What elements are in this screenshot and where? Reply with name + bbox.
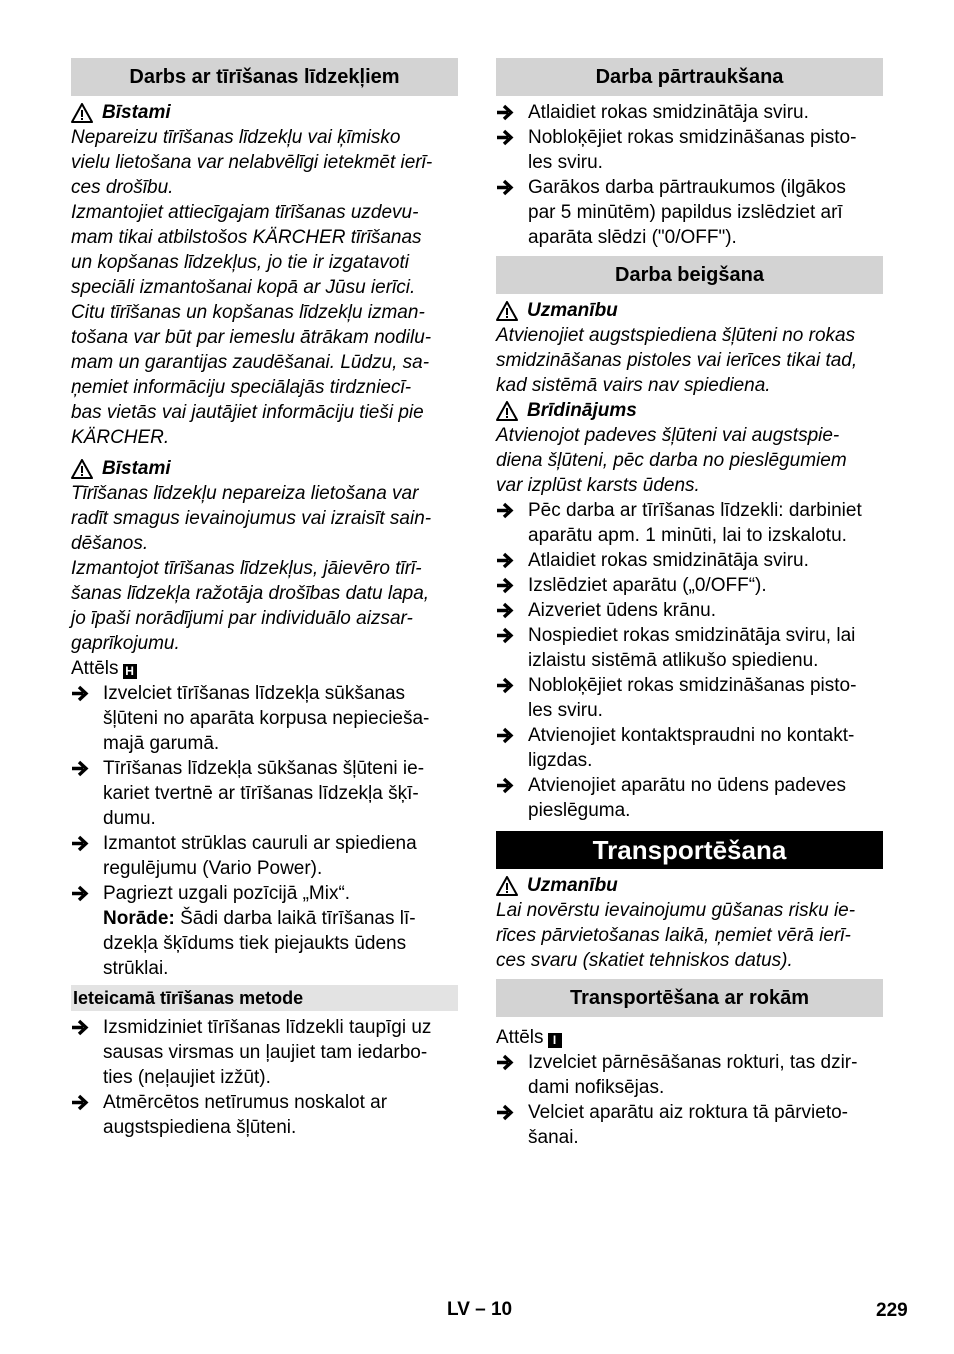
text-line: Izmantojiet attiecīgajam tīrīšanas uzdevu- [71,202,419,223]
section-heading-cleaning-agents: Darbs ar tīrīšanas līdzekļiem [71,58,458,96]
arrow-right-icon [496,602,516,619]
list-item [496,623,883,673]
warning-triangle-icon [496,301,518,321]
caution-note-2 [496,873,883,898]
text-line: Atlaidiet rokas smidzinātāja sviru. [528,102,809,123]
text-line: Pagriezt uzgali pozīcijā „Mix“. [103,883,351,904]
text-line: Izmantot strūklas cauruli ar spiediena [103,833,417,854]
text-line: Lai novērstu ievainojumu gūšanas risku ie- [496,900,856,921]
text-line: Tīrīšanas līdzekļa sūkšanas šļūteni ie- [103,758,425,779]
arrow-right-icon [71,1019,91,1036]
text-line: ces svaru (skatiet tehniskos datus). [496,950,793,971]
warning-triangle-icon [71,103,93,123]
arrow-right-icon [496,129,516,146]
text-line: rīces pārvietošanas laikā, ņemiet vērā ierī- [496,925,851,946]
text-line: diena šļūteni, pēc darba no pieslēgumiem [496,450,847,471]
text-line: kad sistēmā vairs nav spiediena. [496,375,771,396]
list-item [496,175,883,250]
figure-reference [496,1025,883,1050]
text-line: sausas virsmas un ļaujiet tam iedarbo- [103,1042,428,1063]
danger-note-2 [71,456,458,481]
text-line: Izsmidziniet tīrīšanas līdzekli taupīgi uz [103,1017,432,1038]
text-line: Izvelciet pārnēsāšanas rokturi, tas dzir- [528,1052,858,1073]
list-item [496,1100,883,1150]
text-line: Izmantojot tīrīšanas līdzekļus, jāievēro tīrī- [71,558,422,579]
section-heading-manual-transport: Transportēšana ar rokām [496,979,883,1017]
text-line: dami nofiksējas. [528,1077,665,1098]
figure-label: Attēls [496,1027,544,1048]
text-line: Atvienojiet aparātu no ūdens padeves [528,775,846,796]
text-line: par 5 minūtēm) papildus izslēdziet arī [528,202,843,223]
text-line: radīt smagus ievainojumus vai izraisīt sain- [71,508,432,529]
text-line: ties (neļaujiet izžūt). [103,1067,271,1088]
arrow-right-icon [71,835,91,852]
arrow-right-icon [496,577,516,594]
arrow-right-icon [71,685,91,702]
text-line: dzekļa šķīdums tiek piejaukts ūdens [103,933,407,954]
text-line: strūklai. [103,958,169,979]
list-item [496,125,883,175]
text-line: šanas līdzekļa ražotāja drošības datu lapa, [71,583,430,604]
text-line: augstspiediena šļūteni. [103,1117,297,1138]
arrow-right-icon [496,1104,516,1121]
text-line: mam un garantijas zaudēšanai. Lūdzu, sa- [71,352,430,373]
arrow-right-icon [496,677,516,694]
text-line: Izvelciet tīrīšanas līdzekļa sūkšanas [103,683,406,704]
text-line: Atvienojiet kontaktspraudni no kontakt- [528,725,855,746]
arrow-right-icon [496,179,516,196]
danger-label: Bīstami [102,102,171,123]
text-line: majā garumā. [103,733,220,754]
danger-note-1 [71,100,458,125]
arrow-right-icon [496,727,516,744]
section-heading-finishing: Darba beigšana [496,256,883,294]
list-item [71,756,458,831]
list-item [496,100,883,125]
text-line: ligzdas. [528,750,593,771]
caution-text-1 [496,323,883,398]
list-item [71,681,458,756]
warning-label: Brīdinājums [527,400,637,421]
text-line: šļūteni no aparāta korpusa nepieciešа- [103,708,430,729]
danger-text-1 [71,125,458,450]
text-line: Atvienojiet augstspiediena šļūteni no rokas [496,325,856,346]
left-column [71,58,458,1140]
text-line: var izplūst karsts ūdens. [496,475,700,496]
list-item [71,831,458,881]
arrow-right-icon [496,777,516,794]
text-line: Velciet aparātu aiz roktura tā pārvieto- [528,1102,849,1123]
section-heading-interruption: Darba pārtraukšana [496,58,883,96]
text-line: dumu. [103,808,156,829]
text-line: gaprīkojumu. [71,633,180,654]
note-label: Norāde: [103,908,175,929]
caution-text-2 [496,898,883,973]
figure-reference [71,656,458,681]
text-line: Nospiediet rokas smidzinātāja sviru, lai [528,625,856,646]
text-line: Atlaidiet rokas smidzinātāja sviru. [528,550,809,571]
caution-note-1 [496,298,883,323]
text-line: Aizveriet ūdens krānu. [528,600,716,621]
text-line: aparāta slēdzi ("0/OFF"). [528,227,737,248]
caution-label: Uzmanību [527,300,618,321]
text-line: mam tikai atbilstošos KÄRCHER tīrīšanas [71,227,422,248]
chapter-heading-transport: Transportēšana [496,831,883,869]
text-line: Atvienojot padeves šļūteni vai augstspie- [496,425,840,446]
caution-label: Uzmanību [527,875,618,896]
right-column [496,58,883,1150]
danger-label: Bīstami [102,458,171,479]
arrow-right-icon [496,552,516,569]
arrow-right-icon [496,1054,516,1071]
text-line: smidzināšanas pistoles vai ierīces tikai tad, [496,350,858,371]
arrow-right-icon [71,760,91,777]
text-line: kariet tvertnē ar tīrīšanas līdzekļa šķī- [103,783,419,804]
text-line: Pēc darba ar tīrīšanas līdzekli: darbiniet [528,500,862,521]
text-line: Nepareizu tīrīšanas līdzekļu vai ķīmisko [71,127,401,148]
list-item [496,498,883,548]
warning-triangle-icon [496,876,518,896]
text-line: aparātu apm. 1 minūti, lai to izskalotu. [528,525,847,546]
list-item [496,773,883,823]
text-line: šanai. [528,1127,579,1148]
list-item [496,573,883,598]
text-line: Izslēdziet aparātu („0/OFF“). [528,575,767,596]
list-item [71,1015,458,1090]
list-item [496,598,883,623]
text-line: regulējumu (Vario Power). [103,858,323,879]
text-line: Citu tīrīšanas un kopšanas līdzekļu izman- [71,302,425,323]
text-line: bas vietās vai jautājiet informāciju tieši pie [71,402,424,423]
arrow-right-icon [496,627,516,644]
text-line: les sviru. [528,152,603,173]
list-item [71,1090,458,1140]
figure-label: Attēls [71,658,119,679]
text-line: Tīrīšanas līdzekļu nepareiza lietošana var [71,483,419,504]
text-line: Atmērcētos netīrumus noskalot ar [103,1092,388,1113]
page-number: 229 [876,1300,908,1321]
text-line: un kopšanas līdzekļus, jo tie ir izgatavoti [71,252,409,273]
list-item [496,548,883,573]
list-item [496,723,883,773]
arrow-right-icon [71,885,91,902]
text-line: tošana var būt par iemeslu ātrākam nodilu- [71,327,432,348]
warning-triangle-icon [496,401,518,421]
figure-letter-badge: H [123,664,137,679]
text-line: ces drošību. [71,177,174,198]
arrow-right-icon [496,502,516,519]
text-line: izlaistu sistēmā atlikušo spiedienu. [528,650,819,671]
text-line: Garākos darba pārtraukumos (ilgākos [528,177,846,198]
text-line: dēšanos. [71,533,149,554]
arrow-right-icon [71,1094,91,1111]
figure-letter-badge: I [548,1033,562,1048]
text-line: ņemiet informāciju speciālajās tirdzniecī- [71,377,412,398]
text-line: jo īpaši norādījumi par individuālo aizsar- [71,608,413,629]
text-line: Šādi darba laikā tīrīšanas lī- [180,908,416,929]
text-line: speciāli izmantošanai kopā ar Jūsu ierīci. [71,277,416,298]
list-item [496,1050,883,1100]
list-item [496,673,883,723]
arrow-right-icon [496,104,516,121]
subsection-heading-recommended-method: Ieteicamā tīrīšanas metode [71,985,458,1011]
warning-note [496,398,883,423]
warning-triangle-icon [71,459,93,479]
warning-text [496,423,883,498]
list-item [71,881,458,981]
text-line: Nobloķējiet rokas smidzināšanas pisto- [528,127,857,148]
text-line: KÄRCHER. [71,427,170,448]
page-language-code: LV – 10 [447,1299,513,1320]
text-line: pieslēguma. [528,800,631,821]
text-line: Nobloķējiet rokas smidzināšanas pisto- [528,675,857,696]
note [103,906,458,931]
danger-text-2 [71,481,458,656]
text-line: vielu lietošana var nelabvēlīgi ietekmēt ierī- [71,152,433,173]
text-line: les sviru. [528,700,603,721]
